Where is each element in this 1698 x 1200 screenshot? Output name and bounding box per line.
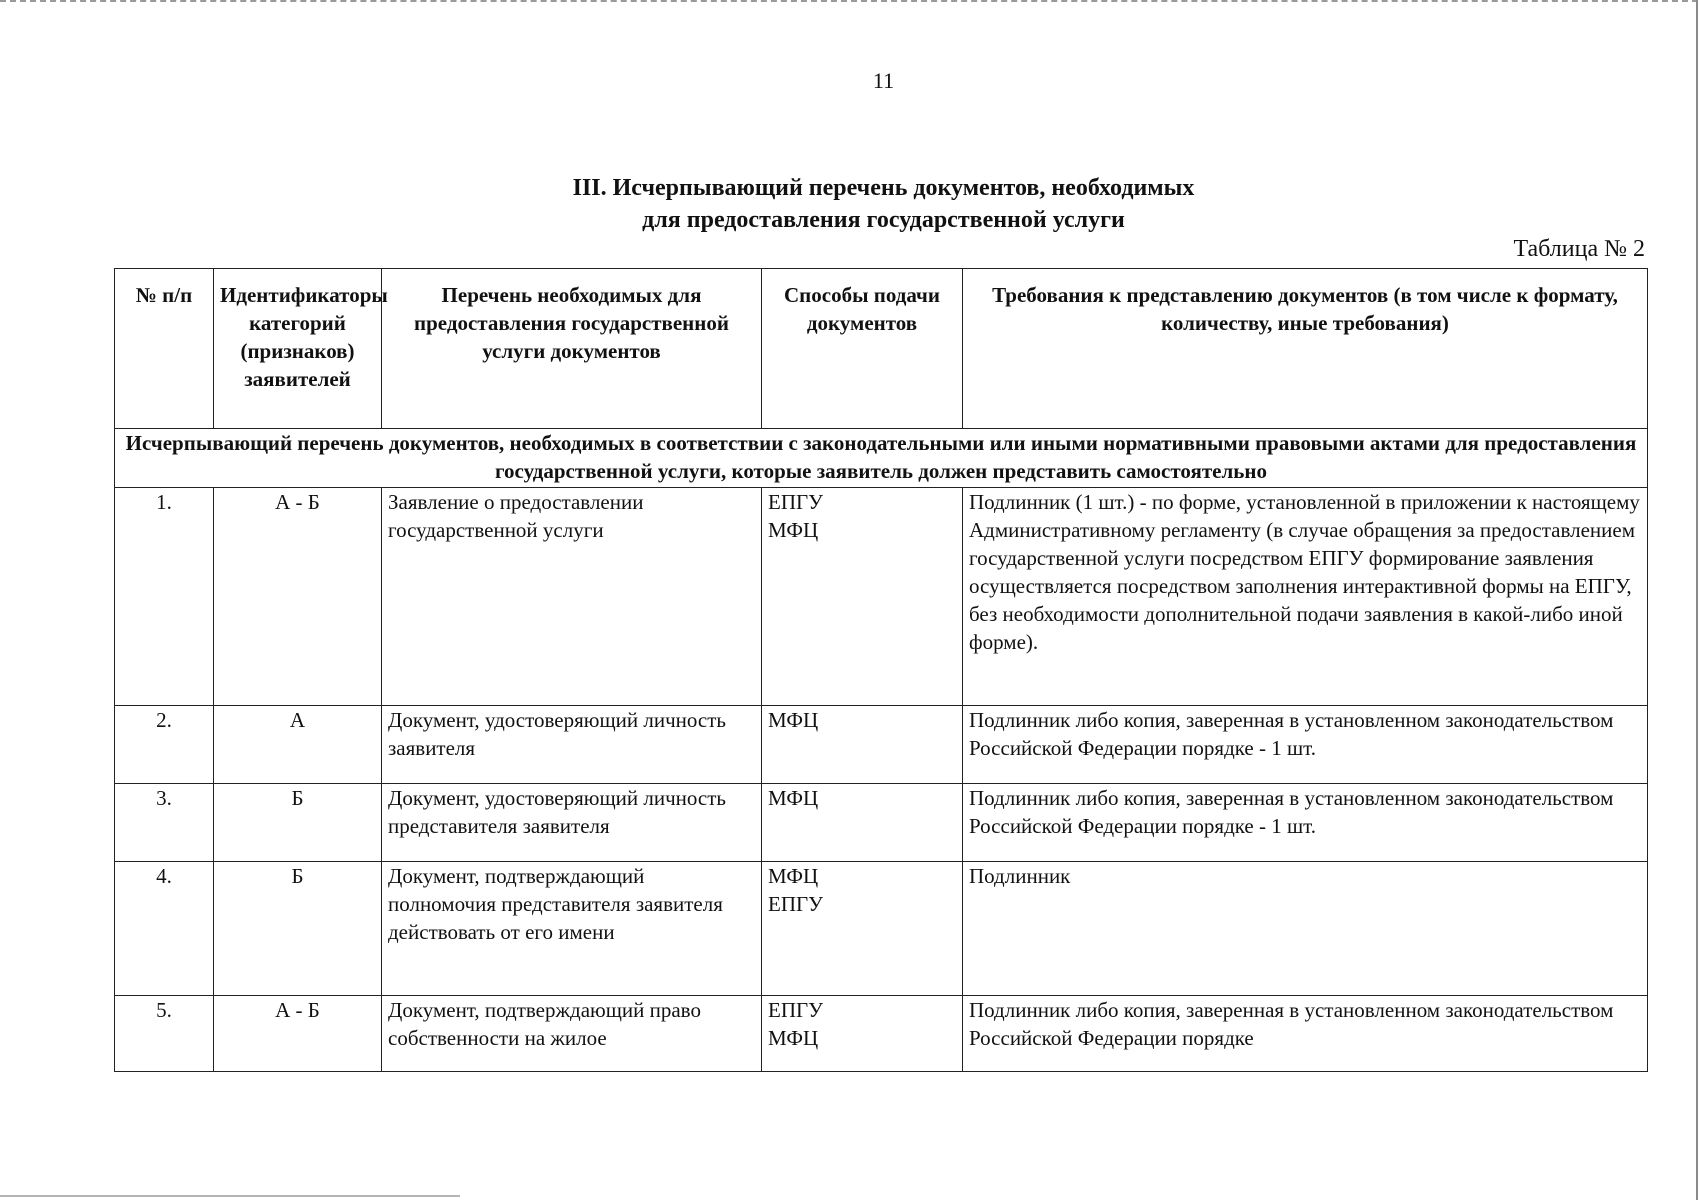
page-edge-top <box>0 0 1698 4</box>
table-section-row <box>115 429 1648 488</box>
section-title <box>0 172 1698 236</box>
row-document: Документ, подтверждающий право собственности на жилое <box>382 996 762 1072</box>
table-row <box>115 706 1648 784</box>
row-method-2: ЕПГУ <box>768 892 824 916</box>
row-method-1: МФЦ <box>768 786 819 810</box>
table-header-row <box>115 269 1648 429</box>
table-row <box>115 996 1648 1072</box>
row-method-2: МФЦ <box>768 518 819 542</box>
row-num: 2. <box>115 706 214 784</box>
row-methods <box>762 706 963 784</box>
row-method-1: МФЦ <box>768 864 819 888</box>
row-num: 4. <box>115 862 214 996</box>
header-methods: Способы подачи документов <box>762 269 963 429</box>
row-methods <box>762 488 963 706</box>
row-requirement: Подлинник либо копия, заверенная в установленном законодательством Российской Федерации порядке <box>963 996 1648 1072</box>
page-number: 11 <box>872 68 895 93</box>
row-category: А - Б <box>214 996 382 1072</box>
row-category: А - Б <box>214 488 382 706</box>
row-method-1: ЕПГУ <box>768 490 824 514</box>
row-document: Заявление о предоставлении государственной услуги <box>382 488 762 706</box>
row-document: Документ, удостоверяющий личность заявителя <box>382 706 762 784</box>
row-category: Б <box>214 784 382 862</box>
page-edge-bottom <box>0 1195 460 1197</box>
header-documents: Перечень необходимых для предоставления государственной услуги документов <box>382 269 762 429</box>
row-requirement: Подлинник <box>963 862 1648 996</box>
table-row <box>115 488 1648 706</box>
table-row <box>115 784 1648 862</box>
row-methods <box>762 862 963 996</box>
documents-table <box>114 268 1648 1072</box>
header-num: № п/п <box>115 269 214 429</box>
row-category: А <box>214 706 382 784</box>
header-requirements: Требования к представлению документов (в том числе к формату, количеству, иные требования) <box>963 269 1648 429</box>
row-requirement: Подлинник либо копия, заверенная в установленном законодательством Российской Федерации порядке - 1 шт. <box>963 706 1648 784</box>
row-num: 3. <box>115 784 214 862</box>
section-row-text: Исчерпывающий перечень документов, необходимых в соответствии с законодательными или иными нормативными правовыми актами для предоставления государственной услуги, которые заявитель должен представить самостоятельно <box>115 429 1648 488</box>
row-methods <box>762 784 963 862</box>
row-method-1: МФЦ <box>768 708 819 732</box>
table-caption: Таблица № 2 <box>1513 236 1645 262</box>
table-row <box>115 862 1648 996</box>
row-num: 1. <box>115 488 214 706</box>
row-methods <box>762 996 963 1072</box>
row-document: Документ, удостоверяющий личность представителя заявителя <box>382 784 762 862</box>
row-method-1: ЕПГУ <box>768 998 824 1022</box>
row-requirement: Подлинник (1 шт.) - по форме, установленной в приложении к настоящему Административному регламенту (в случае обращения за предоставлением государственной услуги посредством ЕПГУ формирование заявления осуществляется посредством заполнения интерактивной формы на ЕПГУ, без необходимости дополнительной подачи заявления в какой-либо иной форме). <box>963 488 1648 706</box>
row-category: Б <box>214 862 382 996</box>
section-title-line-2: для предоставления государственной услуги <box>642 207 1125 233</box>
row-num: 5. <box>115 996 214 1072</box>
row-method-2: МФЦ <box>768 1026 819 1050</box>
row-requirement: Подлинник либо копия, заверенная в установленном законодательством Российской Федерации порядке - 1 шт. <box>963 784 1648 862</box>
section-title-line-1: III. Исчерпывающий перечень документов, необходимых <box>572 175 1195 201</box>
header-category: Идентификаторы категорий (признаков) заявителей <box>214 269 382 429</box>
row-document: Документ, подтверждающий полномочия представителя заявителя действовать от его имени <box>382 862 762 996</box>
